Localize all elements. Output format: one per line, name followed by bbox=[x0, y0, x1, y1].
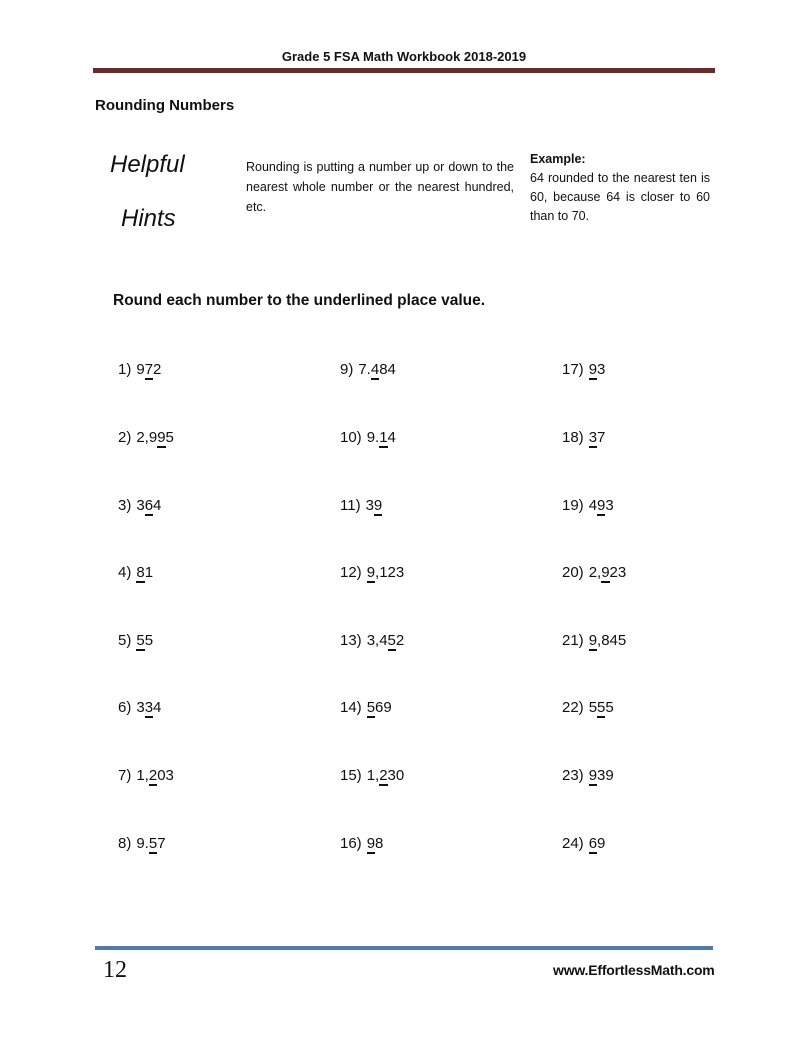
problem-item bbox=[118, 497, 161, 514]
underlined-digit: 9 bbox=[588, 767, 598, 784]
problem-number: 17) bbox=[562, 361, 584, 378]
problem-item bbox=[562, 564, 626, 581]
problem-number: 21) bbox=[562, 632, 584, 649]
value-prefix: 9. bbox=[366, 429, 380, 446]
underlined-digit: 5 bbox=[597, 699, 606, 716]
value-suffix: 1 bbox=[144, 564, 154, 581]
problem-value bbox=[136, 497, 161, 514]
value-suffix: 39 bbox=[597, 767, 614, 784]
problem-number: 7) bbox=[118, 767, 132, 784]
problem-number: 10) bbox=[340, 429, 362, 446]
underlined-digit: 5 bbox=[387, 632, 396, 649]
problem-value bbox=[367, 632, 405, 649]
instruction: Round each number to the underlined place value. bbox=[113, 292, 486, 309]
underlined-digit: 2 bbox=[379, 767, 388, 784]
problem-item bbox=[340, 835, 383, 852]
problem-number: 13) bbox=[340, 632, 362, 649]
value-suffix: 4 bbox=[153, 699, 162, 716]
value-suffix: 30 bbox=[387, 767, 405, 784]
example-box bbox=[530, 150, 710, 226]
problem-value bbox=[367, 699, 392, 716]
value-suffix: 84 bbox=[379, 361, 396, 378]
problem-number: 4) bbox=[118, 564, 132, 581]
value-prefix: 4 bbox=[588, 497, 598, 514]
problem-item bbox=[340, 497, 382, 514]
problem-item bbox=[118, 361, 161, 378]
underlined-digit: 4 bbox=[370, 361, 380, 378]
problem-number: 19) bbox=[562, 497, 584, 514]
problem-number: 1) bbox=[118, 361, 132, 378]
problem-item bbox=[562, 361, 605, 378]
underlined-digit: 1 bbox=[379, 429, 388, 446]
problem-number: 3) bbox=[118, 497, 132, 514]
value-prefix: 3 bbox=[136, 497, 145, 514]
underlined-digit: 6 bbox=[144, 497, 154, 514]
problem-item bbox=[340, 767, 404, 784]
underlined-digit: 9 bbox=[588, 361, 598, 378]
underlined-digit: 9 bbox=[588, 632, 598, 649]
problem-item bbox=[118, 564, 153, 581]
problem-value bbox=[589, 497, 614, 514]
example-label: Example: bbox=[530, 152, 586, 166]
underlined-digit: 3 bbox=[588, 429, 598, 446]
problem-value bbox=[589, 361, 606, 378]
value-suffix: 7 bbox=[157, 835, 166, 852]
problem-number: 23) bbox=[562, 767, 584, 784]
value-prefix: 3 bbox=[365, 497, 374, 514]
header-rule bbox=[93, 68, 715, 73]
underlined-digit: 9 bbox=[157, 429, 166, 446]
problem-value bbox=[136, 361, 161, 378]
underlined-digit: 9 bbox=[366, 835, 376, 852]
problem-item bbox=[562, 699, 614, 716]
problem-value bbox=[589, 767, 614, 784]
value-suffix: 7 bbox=[597, 429, 606, 446]
value-suffix: 2 bbox=[395, 632, 405, 649]
problem-number: 18) bbox=[562, 429, 584, 446]
problem-number: 8) bbox=[118, 835, 132, 852]
value-prefix: 9. bbox=[136, 835, 149, 852]
value-suffix: ,123 bbox=[375, 564, 405, 581]
problem-value bbox=[136, 699, 161, 716]
page-number: 12 bbox=[103, 957, 127, 983]
example-text: 64 rounded to the nearest ten is 60, because 64 is closer to 60 than to 70. bbox=[530, 171, 710, 223]
problem-item bbox=[118, 699, 161, 716]
problem-number: 14) bbox=[340, 699, 362, 716]
problem-value bbox=[136, 632, 153, 649]
underlined-digit: 8 bbox=[136, 564, 145, 581]
value-suffix: 23 bbox=[609, 564, 627, 581]
problem-number: 20) bbox=[562, 564, 584, 581]
problem-item bbox=[118, 632, 153, 649]
problem-value bbox=[589, 835, 606, 852]
problem-value bbox=[589, 564, 627, 581]
section-title: Rounding Numbers bbox=[95, 97, 235, 114]
helpful-hints-word-2: Hints bbox=[121, 205, 176, 232]
value-suffix: 3 bbox=[597, 361, 606, 378]
problem-value bbox=[589, 632, 627, 649]
problem-item bbox=[562, 632, 626, 649]
problem-item bbox=[562, 835, 605, 852]
problem-value bbox=[367, 564, 405, 581]
underlined-digit: 9 bbox=[597, 497, 606, 514]
problem-item bbox=[340, 699, 392, 716]
value-suffix: 5 bbox=[605, 699, 614, 716]
underlined-digit: 7 bbox=[144, 361, 154, 378]
website-url: www.EffortlessMath.com bbox=[553, 962, 715, 978]
problem-value bbox=[589, 429, 606, 446]
problem-number: 9) bbox=[340, 361, 354, 378]
problem-item bbox=[562, 429, 605, 446]
header-title: Grade 5 FSA Math Workbook 2018-2019 bbox=[281, 49, 527, 64]
problem-value bbox=[366, 497, 383, 514]
value-prefix: 3 bbox=[136, 699, 145, 716]
footer-rule bbox=[95, 946, 713, 950]
problem-item bbox=[340, 632, 404, 649]
value-prefix: 9 bbox=[136, 361, 145, 378]
problem-number: 16) bbox=[340, 835, 362, 852]
problem-value bbox=[136, 429, 174, 446]
problem-number: 6) bbox=[118, 699, 132, 716]
value-prefix: 5 bbox=[588, 699, 598, 716]
value-suffix: 5 bbox=[144, 632, 154, 649]
helpful-hints-word-1: Helpful bbox=[110, 151, 185, 178]
value-prefix: 2,9 bbox=[136, 429, 158, 446]
underlined-digit: 9 bbox=[373, 497, 383, 514]
value-suffix: 69 bbox=[375, 699, 392, 716]
problem-number: 11) bbox=[340, 497, 361, 514]
problem-item bbox=[118, 835, 166, 852]
value-suffix: 2 bbox=[153, 361, 162, 378]
problem-item bbox=[340, 429, 396, 446]
value-prefix: 3,4 bbox=[366, 632, 388, 649]
problem-value bbox=[136, 835, 165, 852]
problem-value bbox=[367, 767, 405, 784]
underlined-digit: 3 bbox=[144, 699, 154, 716]
value-suffix: 4 bbox=[387, 429, 396, 446]
underlined-digit: 6 bbox=[588, 835, 598, 852]
problem-item bbox=[340, 564, 404, 581]
problem-number: 5) bbox=[118, 632, 132, 649]
problem-item bbox=[562, 497, 614, 514]
underlined-digit: 2 bbox=[148, 767, 158, 784]
problem-number: 22) bbox=[562, 699, 584, 716]
underlined-digit: 5 bbox=[148, 835, 158, 852]
problem-value bbox=[136, 564, 153, 581]
value-suffix: ,845 bbox=[597, 632, 627, 649]
problem-number: 15) bbox=[340, 767, 362, 784]
hint-description: Rounding is putting a number up or down to the nearest whole number or the nearest hundred, etc. bbox=[246, 160, 514, 214]
problem-number: 12) bbox=[340, 564, 362, 581]
problem-number: 24) bbox=[562, 835, 584, 852]
underlined-digit: 9 bbox=[601, 564, 610, 581]
value-prefix: 7. bbox=[358, 361, 371, 378]
problem-item bbox=[562, 767, 614, 784]
problem-value bbox=[367, 835, 384, 852]
problem-value bbox=[358, 361, 396, 378]
value-prefix: 1, bbox=[136, 767, 149, 784]
value-suffix: 3 bbox=[605, 497, 614, 514]
problem-value bbox=[136, 767, 174, 784]
value-suffix: 5 bbox=[165, 429, 174, 446]
value-prefix: 2, bbox=[588, 564, 602, 581]
value-suffix: 4 bbox=[153, 497, 162, 514]
problem-value bbox=[367, 429, 396, 446]
value-suffix: 03 bbox=[157, 767, 174, 784]
problem-number: 2) bbox=[118, 429, 132, 446]
underlined-digit: 5 bbox=[366, 699, 376, 716]
underlined-digit: 5 bbox=[136, 632, 145, 649]
problem-item bbox=[118, 767, 174, 784]
value-suffix: 9 bbox=[597, 835, 606, 852]
value-prefix: 1, bbox=[366, 767, 380, 784]
problem-value bbox=[589, 699, 614, 716]
problem-item bbox=[118, 429, 174, 446]
problem-item bbox=[340, 361, 396, 378]
underlined-digit: 9 bbox=[366, 564, 376, 581]
value-suffix: 8 bbox=[375, 835, 384, 852]
